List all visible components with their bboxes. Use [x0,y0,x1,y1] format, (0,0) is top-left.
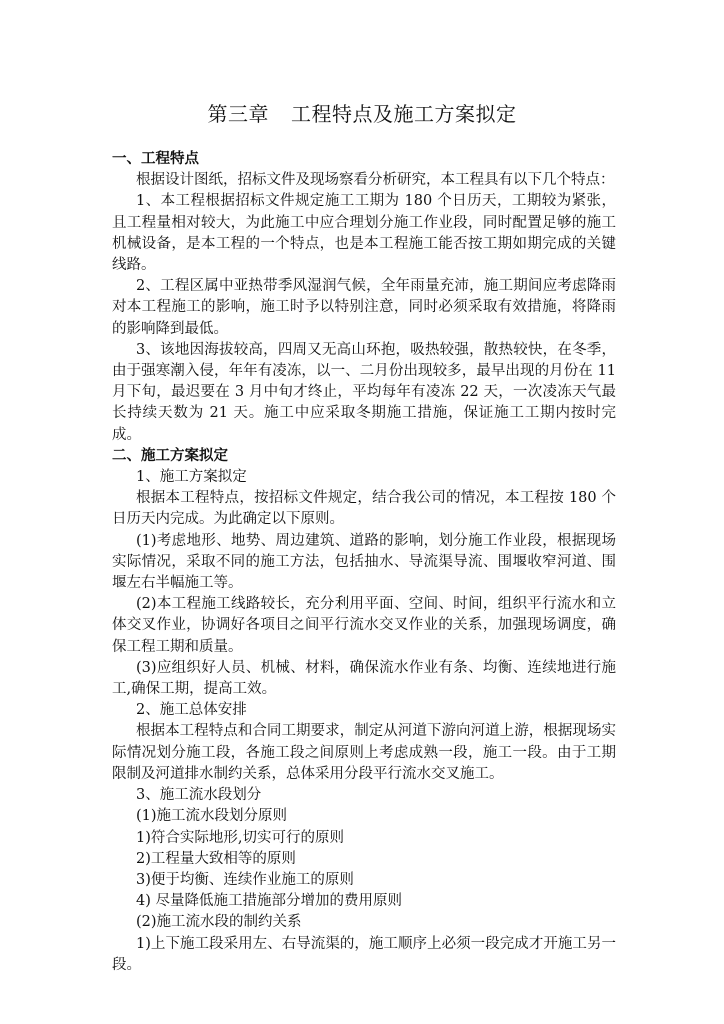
subsection-heading: 2、施工总体安排 [136,702,247,719]
list-item: 1)符合实际地形,切实可行的原则 [136,829,344,846]
chapter-number: 第三章 [207,102,269,126]
paragraph: 根据设计图纸，招标文件及现场察看分析研究，本工程具有以下几个特点： [136,172,615,189]
paragraph: 根据本工程特点和合同工期要求，制定从河道下游向河道上游，根据现场实际情况划分施工段，各施工段之间原则上考虑成熟一段，施工一段。由于工期限制及河道排水制约关系，总体采用分段平行流水交叉施工。 [112,723,616,782]
paragraph: (2)本工程施工线路较长，充分利用平面、空间、时间，组织平行流水和立体交叉作业，协调好各项目之间平行流水交叉作业的关系，加强现场调度，确保工程工期和质量。 [112,596,616,655]
list-item: 3)便于均衡、连续作业施工的原则 [136,871,354,888]
list-item: (1)施工流水段划分原则 [136,808,288,825]
list-item: 2)工程量大致相等的原则 [136,850,296,867]
section-heading: 一、工程特点 [112,151,199,167]
section-heading: 二、施工方案拟定 [112,447,228,464]
list-item: 4) 尽量降低施工措施部分增加的费用原则 [136,893,402,910]
paragraph: (1)考虑地形、地势、周边建筑、道路的影响，划分施工作业段，根据现场实际情况，采取不同的施工方法，包括抽水、导流渠导流、围堰收窄河道、围堰左右半幅施工等。 [112,532,616,592]
subsection-heading: 1、施工方案拟定 [136,469,247,486]
list-item: (2)施工流水段的制约关系 [136,914,302,931]
paragraph: 根据本工程特点，按招标文件规定，结合我公司的情况，本工程按 180 个日历天内完成。为此确定以下原则。 [112,490,616,528]
paragraph: 1)上下施工段采用左、右导流渠的，施工顺序上必须一段完成才开施工另一段。 [112,935,616,973]
document-body [112,149,616,976]
paragraph: (3)应组织好人员、机械、材料，确保流水作业有条、均衡、连续地进行施工,确保工期，提高工效。 [112,659,616,698]
paragraph: 2、工程区属中亚热带季风湿润气候，全年雨量充沛，施工期间应考虑降雨对本工程施工的影响，施工时予以特别注意，同时必须采取有效措施，将降雨的影响降到最低。 [112,278,616,337]
paragraph: 1、本工程根据招标文件规定施工工期为 180 个日历天，工期较为紧张，且工程量相对较大，为此施工中应合理划分施工作业段，同时配置足够的施工机械设备，是本工程的一个特点，也是本工程施工能否按工期如期完成的关键线路。 [112,193,616,274]
paragraph: 3、该地因海拔较高，四周又无高山环抱，吸热较强，散热较快，在冬季，由于强寒潮入侵，年年有凌冻，以一、二月份出现较多，最早出现的月份在 11 月下旬，最迟要在 3 月中旬才终止，平均每年有凌冻 22 天，一次凌冻天气最长持续天数为 21 天。施工中应采取冬期施工措施，保证施工工期内按时完成。 [112,341,616,443]
chapter-title-text: 工程特点及施工方案拟定 [291,102,517,126]
chapter-title [0,102,724,126]
subsection-heading: 3、施工流水段划分 [136,787,262,804]
